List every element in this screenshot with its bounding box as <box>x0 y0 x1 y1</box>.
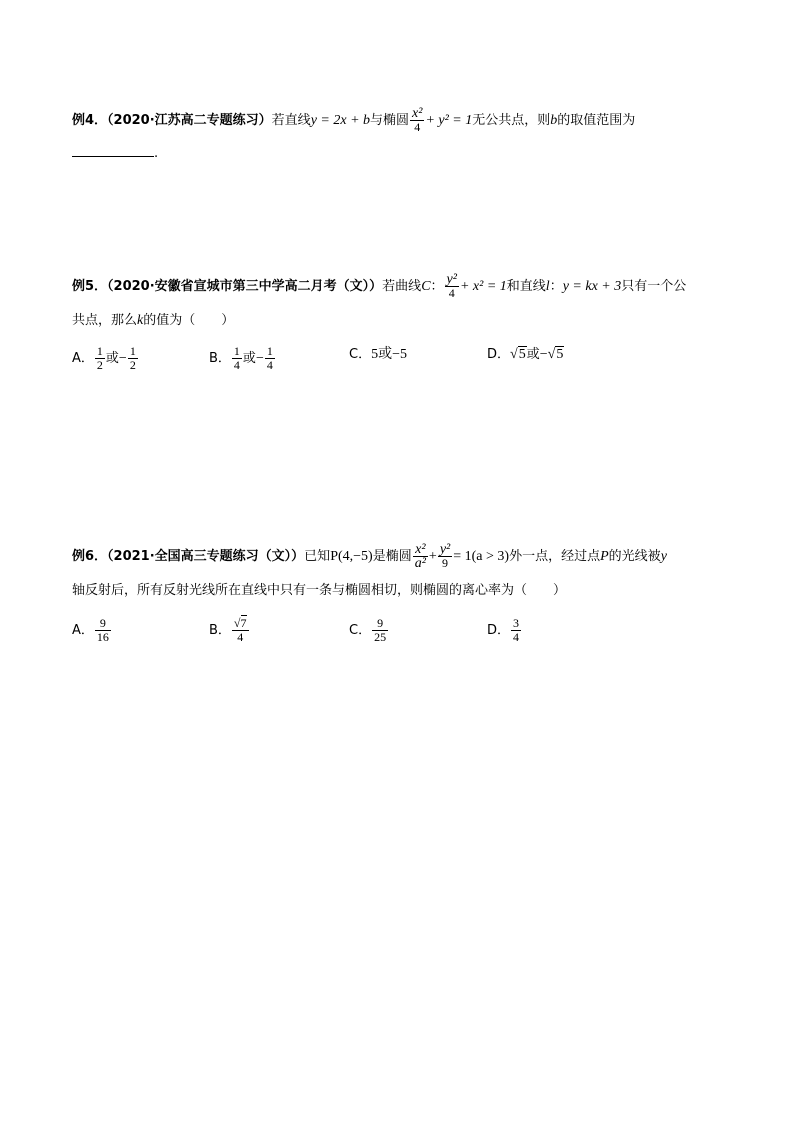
q5-option-d-sqrt-2: √5 <box>547 347 564 362</box>
q6-line-1 <box>72 543 667 570</box>
q6-source: （2021·全国高三专题练习（文）） <box>107 549 305 564</box>
q6-frac-1-den: a² <box>414 556 426 571</box>
q5-option-b-label: B． <box>209 351 231 366</box>
q4-frac-den: 4 <box>414 120 421 134</box>
q5-colon: ： <box>430 279 444 294</box>
q6-option-b-label: B． <box>209 623 231 638</box>
q6-option-d-num: 3 <box>513 616 520 630</box>
q5-equation-rest: + x² = 1 <box>459 279 507 294</box>
q4-text-4: 的取值范围为 <box>557 113 636 128</box>
q6-option-c-frac <box>372 617 388 644</box>
q6-line-2 <box>72 581 566 601</box>
q6-text-1: 已知 <box>304 549 331 564</box>
q6-option-b-frac <box>232 617 249 644</box>
q6-fraction-2 <box>438 543 452 570</box>
q4-text-1: 若直线 <box>271 113 311 128</box>
q6-frac-1-num: x² <box>413 543 428 557</box>
q6-label: 例6． <box>72 549 108 564</box>
q5-option-b[interactable] <box>209 345 276 372</box>
q5-line-l: l <box>545 279 550 294</box>
q4-frac-num: x² <box>412 106 423 121</box>
q5-option-d[interactable] <box>487 345 564 365</box>
q5-option-d-label: D． <box>487 347 511 362</box>
q5-option-d-sqrt-1: √5 <box>510 347 526 362</box>
q5-option-c-text: 5或−5 <box>371 347 407 362</box>
q4-line-2 <box>72 144 158 164</box>
q6-option-c-num: 9 <box>372 617 388 631</box>
q5-option-a-frac-2 <box>128 345 138 372</box>
q5-option-b-frac-1 <box>232 345 242 372</box>
q5-option-a-num-1: 1 <box>96 344 103 358</box>
q6-fraction-1 <box>413 543 428 570</box>
q6-point-p: P <box>600 549 609 564</box>
q6-equation-rest: = 1(a > 3) <box>453 549 510 564</box>
q5-option-a-or: 或 <box>105 351 119 366</box>
q6-option-d-den: 4 <box>513 630 520 644</box>
q6-plus: + <box>428 549 437 564</box>
q5-option-a-neg: − <box>118 351 127 366</box>
q6-text-4: 的光线被 <box>608 549 661 564</box>
q4-answer-blank[interactable] <box>72 144 154 157</box>
q5-option-c-label: C． <box>349 347 372 362</box>
q5-option-a-den-2: 2 <box>129 358 136 372</box>
q6-option-b-num: √7 <box>233 616 247 630</box>
q5-line-equation: y = kx + 3 <box>562 279 622 294</box>
q5-option-b-num-1: 1 <box>233 344 240 358</box>
q4-end: . <box>154 146 159 161</box>
q5-option-c[interactable] <box>349 345 407 365</box>
q5-option-a-num-2: 1 <box>129 344 136 358</box>
q6-option-d-frac <box>511 617 521 644</box>
q5-text-5: 的值为（ ） <box>143 313 235 328</box>
q5-frac-den: 4 <box>448 286 455 300</box>
q5-text-4: 共点，那么 <box>72 313 138 328</box>
q6-frac-2-num: y² <box>439 542 451 557</box>
q5-option-d-radicand-1: 5 <box>518 347 526 362</box>
q6-option-a-frac <box>95 617 111 644</box>
q5-text-3: 只有一个公 <box>621 279 687 294</box>
q5-option-d-radicand-2: 5 <box>556 347 564 362</box>
q5-option-b-frac-2 <box>265 345 275 372</box>
q5-option-b-den-1: 4 <box>233 358 240 372</box>
q5-option-a[interactable] <box>72 345 139 372</box>
q6-text-3: 外一点，经过点 <box>509 549 601 564</box>
q4-line-1 <box>72 107 635 134</box>
q4-fraction <box>410 107 424 134</box>
q6-option-d[interactable] <box>487 617 522 644</box>
q5-option-b-den-2: 4 <box>266 358 273 372</box>
q5-line-2 <box>72 311 234 331</box>
q5-option-b-neg: − <box>255 351 264 366</box>
q6-option-a-num: 9 <box>95 617 111 631</box>
q4-text-3: 无公共点，则 <box>472 113 551 128</box>
q5-option-b-num-2: 1 <box>266 344 273 358</box>
q5-option-a-frac-1 <box>95 345 105 372</box>
q5-option-d-or: 或 <box>526 347 540 362</box>
q5-option-b-or: 或 <box>242 351 256 366</box>
q5-colon-2: ： <box>549 279 563 294</box>
q5-option-a-den-1: 2 <box>96 358 103 372</box>
q4-var-b: b <box>550 113 558 128</box>
q5-option-d-neg: − <box>539 347 548 362</box>
q6-option-b-den: 4 <box>237 630 244 644</box>
q5-text-1: 若曲线 <box>382 279 422 294</box>
q4-line-equation: y = 2x + b <box>310 113 371 128</box>
q5-label: 例5． <box>72 279 108 294</box>
q6-option-c-label: C． <box>349 623 372 638</box>
q5-option-a-label: A． <box>72 351 94 366</box>
q6-frac-2-den: 9 <box>442 556 449 570</box>
q6-option-b-radicand: 7 <box>240 616 247 630</box>
q6-y: y <box>660 549 667 564</box>
q4-source: （2020·江苏高二专题练习） <box>107 113 272 128</box>
q6-option-a-den: 16 <box>96 630 109 644</box>
q6-option-a[interactable] <box>72 617 112 644</box>
q5-fraction <box>445 273 459 300</box>
q6-text-5: 轴反射后，所有反射光线所在直线中只有一条与椭圆相切，则椭圆的离心率为（ ） <box>72 583 567 598</box>
q6-option-b[interactable] <box>209 617 250 644</box>
q5-text-2: 和直线 <box>506 279 546 294</box>
q5-line-1 <box>72 273 686 300</box>
q6-point: P(4,−5) <box>330 549 373 564</box>
q5-frac-num: y² <box>446 272 457 287</box>
q4-equation-rest: + y² = 1 <box>425 113 473 128</box>
q6-text-2: 是椭圆 <box>372 549 412 564</box>
q6-option-d-label: D． <box>487 623 511 638</box>
q5-source: （2020·安徽省宣城市第三中学高二月考（文）） <box>107 279 383 294</box>
q6-option-c-den: 25 <box>374 630 387 644</box>
q6-option-c[interactable] <box>349 617 389 644</box>
q4-label: 例4． <box>72 113 108 128</box>
q5-var-k: k <box>137 313 144 328</box>
q5-curve-c: C <box>421 279 431 294</box>
q6-option-a-label: A． <box>72 623 94 638</box>
q4-text-2: 与椭圆 <box>370 113 410 128</box>
